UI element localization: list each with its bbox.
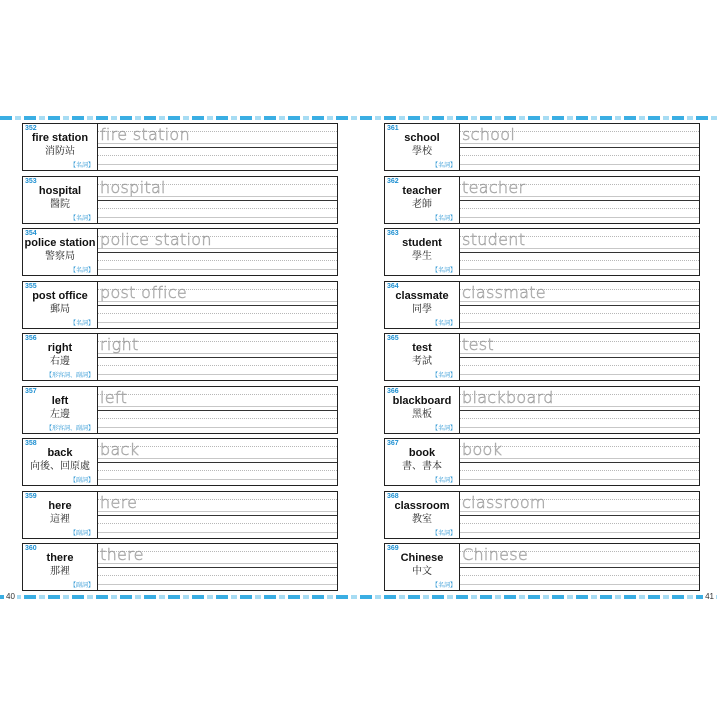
part-of-speech: 【形容詞、副詞】 (45, 372, 94, 379)
entry-number: 364 (387, 282, 399, 290)
writing-area[interactable] (460, 282, 699, 328)
entry-number: 360 (25, 545, 37, 552)
chinese-meaning: 消防站 (45, 146, 75, 157)
english-word: fire station (31, 132, 89, 144)
word-panel (23, 282, 98, 328)
top-dashed-border (0, 116, 720, 120)
entry-number: 367 (387, 440, 399, 447)
english-word: blackboard (392, 394, 452, 407)
trace-word: back (100, 440, 140, 459)
vocab-card (22, 228, 338, 276)
writing-area[interactable] (460, 492, 699, 538)
page-number-right: 41 (705, 592, 714, 601)
chinese-meaning: 中文 (412, 566, 432, 577)
vocab-card (22, 123, 338, 171)
vocab-card (384, 386, 700, 434)
english-word: hospital (38, 184, 82, 197)
vocab-card (22, 491, 338, 539)
writing-area[interactable] (98, 334, 337, 380)
english-word: school (404, 132, 440, 144)
chinese-meaning: 教室 (412, 513, 432, 525)
left-page-column (22, 123, 338, 596)
trace-word: fire station (100, 125, 190, 144)
word-panel (23, 229, 98, 275)
english-word: Chinese (400, 552, 444, 564)
writing-area[interactable] (460, 387, 699, 433)
trace-word: classroom (462, 492, 546, 512)
vocab-card (384, 176, 700, 224)
part-of-speech: 【名詞】 (431, 319, 456, 327)
vocab-card (384, 228, 700, 276)
chinese-meaning: 黑板 (412, 408, 432, 420)
writing-area[interactable] (98, 282, 337, 328)
chinese-meaning: 同學 (412, 303, 432, 315)
vocab-card (384, 543, 700, 591)
vocab-card (22, 333, 338, 381)
chinese-meaning: 向後、回原處 (30, 461, 90, 472)
trace-word: here (100, 492, 138, 512)
english-word: classroom (394, 499, 450, 512)
trace-word: school (462, 125, 516, 144)
part-of-speech: 【名詞】 (431, 162, 456, 169)
part-of-speech: 【名詞】 (431, 424, 456, 432)
entry-number: 358 (25, 440, 37, 447)
trace-word: right (100, 335, 139, 354)
part-of-speech: 【名詞】 (431, 372, 456, 379)
vocab-card (384, 333, 700, 381)
vocab-card (22, 438, 338, 486)
vocab-card (384, 123, 700, 171)
entry-number: 369 (387, 545, 399, 552)
chinese-meaning: 考試 (412, 356, 432, 367)
writing-area[interactable] (98, 439, 337, 485)
trace-word: student (462, 230, 526, 249)
trace-word: blackboard (462, 387, 554, 407)
word-panel (385, 334, 460, 380)
trace-word: post office (100, 282, 188, 302)
word-panel (23, 492, 98, 538)
entry-number: 359 (25, 492, 37, 500)
word-panel (23, 124, 98, 170)
trace-word: hospital (100, 177, 166, 197)
entry-number: 355 (25, 282, 37, 290)
trace-word: there (100, 545, 144, 564)
part-of-speech: 【副詞】 (69, 582, 94, 589)
chinese-meaning: 左邊 (50, 408, 70, 420)
entry-number: 353 (25, 177, 37, 185)
english-word: right (47, 342, 73, 354)
writing-area[interactable] (460, 334, 699, 380)
english-word: post office (32, 289, 88, 302)
english-word: test (412, 342, 432, 354)
part-of-speech: 【副詞】 (69, 477, 94, 484)
english-word: student (402, 237, 442, 249)
word-panel (23, 544, 98, 590)
chinese-meaning: 郵局 (50, 303, 70, 315)
page-number-left: 40 (6, 592, 15, 601)
part-of-speech: 【形容詞、副詞】 (45, 424, 94, 432)
vocab-card (22, 386, 338, 434)
entry-number: 357 (25, 387, 37, 395)
english-word: book (408, 447, 436, 459)
vocab-card (384, 438, 700, 486)
english-word: back (47, 447, 73, 459)
part-of-speech: 【名詞】 (431, 267, 456, 274)
word-panel (23, 387, 98, 433)
part-of-speech: 【名詞】 (69, 162, 94, 169)
writing-area[interactable] (98, 492, 337, 538)
entry-number: 356 (25, 335, 37, 342)
vocab-card (22, 543, 338, 591)
word-panel (385, 229, 460, 275)
word-panel (23, 439, 98, 485)
word-panel (385, 282, 460, 328)
entry-number: 366 (387, 387, 399, 395)
english-word: classmate (395, 289, 449, 302)
english-word: police station (24, 237, 96, 249)
writing-area[interactable] (460, 439, 699, 485)
entry-number: 368 (387, 492, 399, 500)
word-panel (385, 544, 460, 590)
entry-number: 362 (387, 177, 399, 185)
chinese-meaning: 書、書本 (402, 461, 442, 472)
word-panel (385, 177, 460, 223)
english-word: left (51, 394, 69, 407)
part-of-speech: 【名詞】 (69, 214, 94, 222)
trace-word: police station (100, 230, 212, 249)
part-of-speech: 【名詞】 (431, 214, 456, 222)
trace-word: teacher (462, 177, 526, 197)
trace-word: test (462, 335, 494, 354)
chinese-meaning: 老師 (412, 198, 432, 210)
entry-number: 361 (387, 125, 399, 132)
word-panel (23, 334, 98, 380)
chinese-meaning: 警察局 (45, 251, 75, 262)
chinese-meaning: 學生 (412, 251, 432, 262)
vocab-card (22, 281, 338, 329)
vocab-card (384, 491, 700, 539)
writing-area[interactable] (460, 544, 699, 590)
writing-area[interactable] (460, 124, 699, 170)
english-word: there (46, 552, 74, 564)
word-panel (385, 124, 460, 170)
writing-area[interactable] (98, 124, 337, 170)
trace-word: classmate (462, 282, 546, 302)
entry-number: 352 (25, 125, 37, 132)
vocab-card (384, 281, 700, 329)
chinese-meaning: 右邊 (50, 356, 70, 367)
word-panel (385, 387, 460, 433)
bottom-dashed-border (0, 595, 720, 599)
part-of-speech: 【名詞】 (69, 319, 94, 327)
part-of-speech: 【名詞】 (431, 477, 456, 484)
entry-number: 363 (387, 230, 399, 237)
writing-area[interactable] (98, 229, 337, 275)
writing-area[interactable] (460, 177, 699, 223)
entry-number: 354 (25, 230, 37, 237)
word-panel (385, 439, 460, 485)
trace-word: book (462, 440, 503, 459)
writing-area[interactable] (98, 177, 337, 223)
writing-area[interactable] (98, 544, 337, 590)
chinese-meaning: 學校 (412, 146, 432, 157)
writing-area[interactable] (98, 387, 337, 433)
part-of-speech: 【名詞】 (431, 582, 456, 589)
entry-number: 365 (387, 335, 399, 342)
chinese-meaning: 醫院 (50, 198, 70, 210)
part-of-speech: 【名詞】 (69, 267, 94, 274)
writing-area[interactable] (460, 229, 699, 275)
chinese-meaning: 這裡 (50, 513, 70, 525)
trace-word: left (100, 387, 128, 407)
word-panel (385, 492, 460, 538)
right-page-column (384, 123, 700, 596)
part-of-speech: 【副詞】 (69, 529, 94, 537)
vocab-card (22, 176, 338, 224)
chinese-meaning: 那裡 (50, 566, 70, 577)
trace-word: Chinese (462, 545, 529, 564)
english-word: here (48, 499, 72, 512)
part-of-speech: 【名詞】 (431, 529, 456, 537)
word-panel (23, 177, 98, 223)
english-word: teacher (402, 184, 442, 197)
